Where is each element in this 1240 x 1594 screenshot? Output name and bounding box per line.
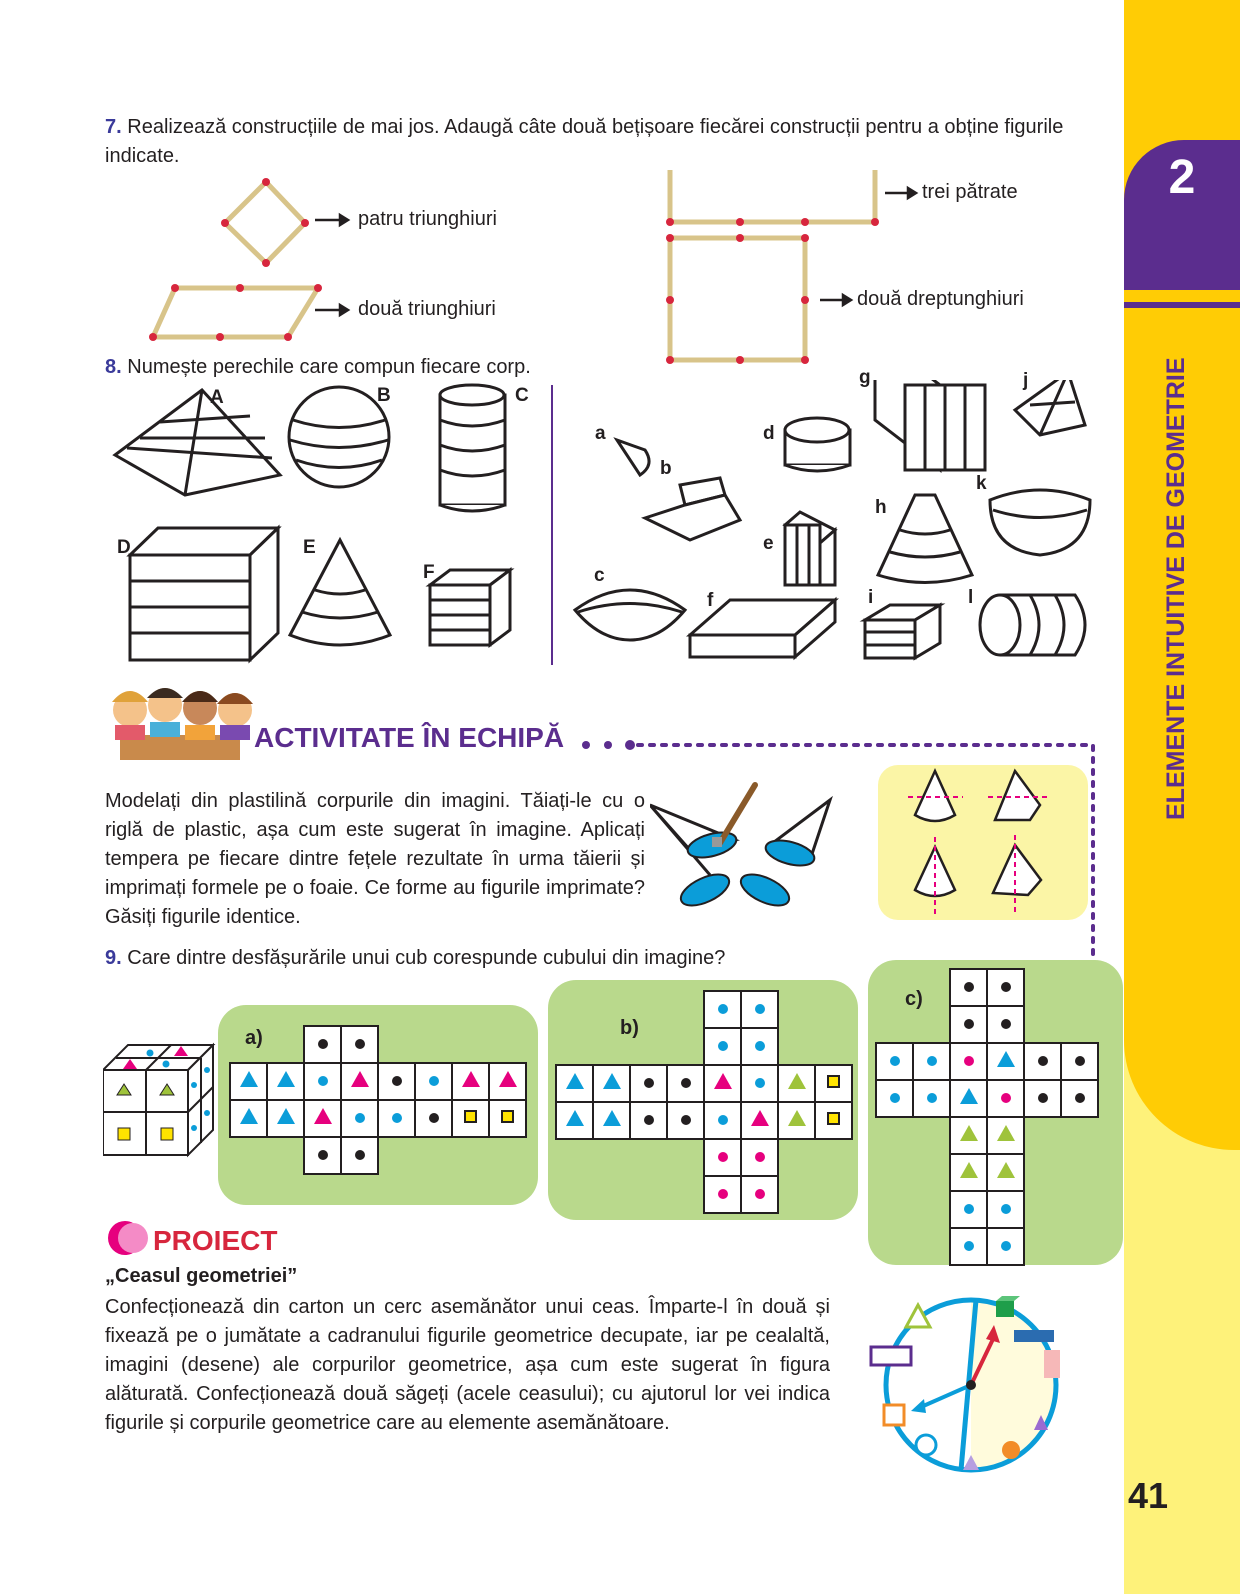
project-subtitle: „Ceasul geometriei” <box>105 1265 298 1287</box>
solid-letter-b: b <box>660 458 672 479</box>
cut-solids-illustration <box>878 765 1093 925</box>
painted-cones-illustration <box>650 775 850 920</box>
option-c-label: c) <box>905 988 923 1010</box>
project-title: PROIECT <box>153 1225 278 1256</box>
label-four-triangles: patru triunghiuri <box>358 208 497 230</box>
label-three-squares: trei pătrate <box>922 181 1018 203</box>
cube-net-b[interactable] <box>555 990 853 1214</box>
label-two-triangles: două triunghiuri <box>358 298 496 320</box>
geometry-clock-illustration <box>866 1295 1076 1475</box>
team-activity-text: Modelați din plastilină corpurile din imagini. Tăiați-le cu o riglă de plastic, așa cum este sugerat în imagine. Aplicați tempera pe fiecare dintre fețele rezultate în urma tăierii și imprimați formele pe o foaie. Ce forme au figurile imprimate? Găsiți figurile identice. <box>105 790 645 928</box>
solid-letter-e: e <box>763 533 774 554</box>
cube-net-c[interactable] <box>875 968 1099 1266</box>
exercise-number: 7. <box>105 116 122 138</box>
solid-letter-j: j <box>1023 370 1029 391</box>
solid-letter-k: k <box>976 473 987 494</box>
chapter-number: 2 <box>1168 151 1196 204</box>
solid-letter-h: h <box>875 497 887 518</box>
solid-letter-d: d <box>763 423 775 444</box>
exercise-9 <box>105 944 725 973</box>
solid-letter-l: l <box>968 587 974 608</box>
solid-letter-a: a <box>595 423 606 444</box>
children-illustration <box>100 680 260 765</box>
label-two-rectangles: două dreptunghiuri <box>857 288 1024 310</box>
exercise-number: 8. <box>105 356 122 378</box>
exercise-7 <box>105 113 1105 171</box>
solid-letter-E: E <box>303 537 316 558</box>
option-a-label: a) <box>245 1027 263 1049</box>
exercise-9-text: Care dintre desfășurările unui cub corespunde cubului din imagine? <box>127 947 726 969</box>
cube-illustration <box>103 1040 218 1160</box>
project-text: Confecționează din carton un cerc asemănător unui ceas. Împarte-l în două și fixează pe o jumătate a cadranului figurile geometrice decupate, iar pe cealaltă, imagini (desene) ale corpurilor geometrice, așa cum este sugerat în figura alăturată. Confecționează două săgeți (acele ceasului); cu ajutorul lor vei indica figurile și corpurile geometrice care au elemente asemănătoare. <box>105 1296 830 1434</box>
exercise-8-text: Numește perechile care compun fiecare corp. <box>127 356 531 378</box>
solid-letter-F: F <box>423 562 435 583</box>
solid-letter-B: B <box>377 385 391 406</box>
sidebar-divider <box>1124 302 1240 308</box>
project-icon <box>105 1218 153 1260</box>
geometric-solids <box>100 380 1120 680</box>
solid-letter-A: A <box>210 387 224 408</box>
exercise-8 <box>105 353 531 382</box>
page-number: 41 <box>1128 1475 1169 1516</box>
cube-net-a[interactable] <box>229 1025 527 1175</box>
solid-letter-c: c <box>594 565 605 586</box>
exercise-number: 9. <box>105 947 122 969</box>
solid-letter-D: D <box>117 537 131 558</box>
exercise-7-text: Realizează construcțiile de mai jos. Adaugă câte două bețișoare fiecărei construcții pentru a obține figurile indicate. <box>105 116 1064 167</box>
chapter-title: ELEMENTE INTUITIVE DE GEOMETRIE <box>1162 357 1190 820</box>
team-activity-title: ACTIVITATE ÎN ECHIPĂ <box>254 722 565 753</box>
solid-letter-i: i <box>868 587 874 608</box>
solid-letter-C: C <box>515 385 529 406</box>
solid-letter-f: f <box>707 590 714 611</box>
solid-letter-g: g <box>859 367 871 388</box>
option-b-label: b) <box>620 1017 639 1039</box>
